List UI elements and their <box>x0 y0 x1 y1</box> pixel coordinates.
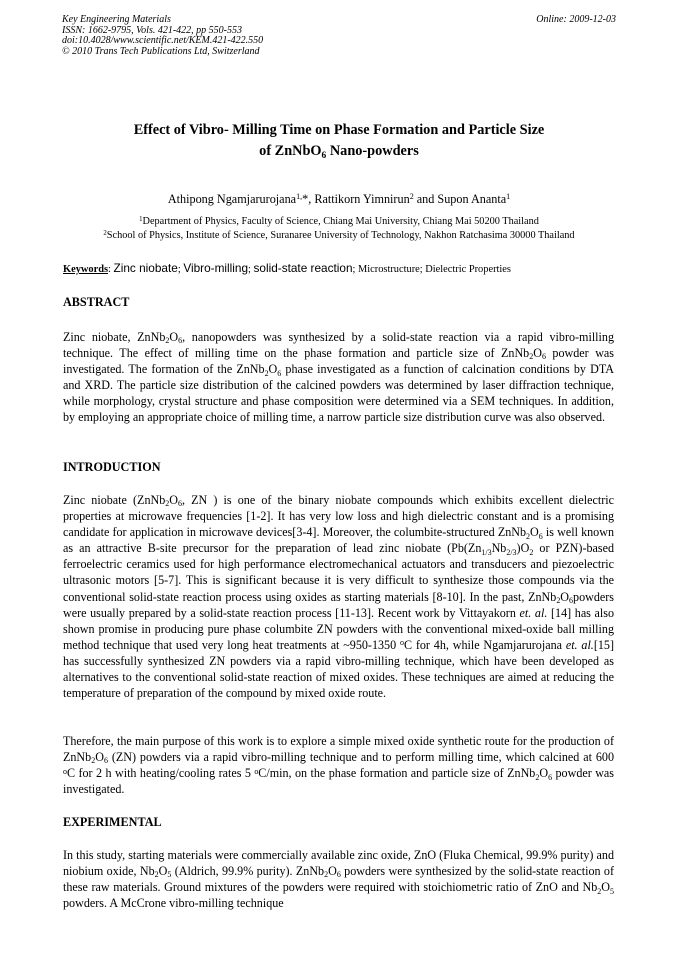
affiliations <box>40 215 638 243</box>
title-line-1: Effect of Vibro- Milling Time on Phase Formation and Particle Size <box>133 122 545 138</box>
abstract-text: Zinc niobate, $ZnNb_2O_6$, nanopowders was synthesized by a solid-state reaction via a rapid vibro-milling technique. The effect of milling time on the phase formation and particle size of $ZnNb_2O_6$ powder was investigated. The formation of the $ZnNb_2O_6$ phase investigated as a function of calcination conditions by DTA and XRD. The particle size distribution of the calcined powders was determined by laser diffraction technique, while morphology, crystal structure and phase composition were determined via a SEM techniques. In addition, by employing an appropriate choice of milling time, a narrow particle size distribution curve was also observed. <box>63 330 614 425</box>
keyword-microstructure: Microstructure <box>358 264 420 275</box>
introduction-paragraph-2: Therefore, the main purpose of this work is to explore a simple mixed oxide synthetic route for the production of $ZnNb_2O_6$ (ZN) powders via a rapid vibro-milling technique and to perform milling time, which calcined at 600 $^o$C for 2 h with heating/cooling rates 5 $^o$C/min, on the phase formation and particle size of $ZnNb_2O_6$ powder was investigated. <box>63 734 615 797</box>
author-1: Athipong Ngamjarurojana <box>167 192 297 206</box>
introduction-paragraph-1: Zinc niobate ($ZnNb_2O_6$, ZN ) is one of the binary niobate compounds which exhibits excellent dielectric properties at microwave frequencies [1-2]. It has very low loss and high dielectric constant and is a promising candidate for application in microwave devices[3-4]. Moreover, the columbite-structured $ZnNb_2O_6$ is well known as an attractive B-site precursor for the preparation of lead zinc niobate ($Pb(Zn_{1/3}Nb_{2/3})O_2$ or PZN)-based ferroelectric ceramics used for high performance electromechanical actuators and transducers and piezoelectric ultrasonic motors [5-7]. This is significant because it is very difficult to synthesize those compounds via the conventional solid-state reaction process using oxides as starting materials [8-10]. In the past, $ZnNb_2O_6powders$ were usually prepared by a solid-state reaction process [11-13]. Recent work by Vittayakorn et. al. [14] has also shown promise in producing pure phase columbite ZN powders with the conventional mixed-oxide ball milling method technique that used very long heat treatments at ~950-1350 $^o$C for 4h, while Ngamjarurojana et. al.[15] has successfully synthesized ZN powders via a rapid vibro-milling technique, which have been developed as alternatives to the conventional solid-state reaction of mixed oxides. These techniques are aimed at reducing the temperature of preparation of the compound by mixed oxide route. <box>63 493 615 701</box>
keywords-label: Keywords <box>63 264 109 275</box>
experimental-heading: EXPERIMENTAL <box>63 815 162 829</box>
journal-copyright: © 2010 Trans Tech Publications Ltd, Switzerland <box>62 45 260 57</box>
keyword-dielectric: Dielectric Properties <box>425 264 511 275</box>
author-2: Rattikorn Yimnirun <box>314 192 410 206</box>
keyword-solid-state: solid-state reaction <box>253 261 353 275</box>
keywords: Keywords: Zinc niobate; Vibro-milling; solid-state reaction; Microstructure; Dielectric Properties <box>63 261 511 275</box>
experimental-paragraph: In this study, starting materials were commercially available zinc oxide, ZnO (Fluka Chemical, 99.9% purity) and niobium oxide, $Nb_2O_5$ (Aldrich, 99.9% purity). $ZnNb_2O_6$ powders were synthesized by the solid-state reaction of these raw materials. Ground mixtures of the powders were required with stoichiometric ratio of ZnO and $Nb_2O_5$ powders. A McCrone vibro-milling technique <box>63 848 614 911</box>
author-list: Athipong Ngamjarurojana$^{1,}$*, Rattikorn Yimnirun$^2$ and Supon Ananta$^1$ <box>167 192 511 206</box>
affiliation-2: $^2$School of Physics, Institute of Science, Suranaree University of Technology, Nakhon Ratchasima 30000 Thailand <box>103 229 575 241</box>
journal-issn: ISSN: 1662-9795, Vols. 421-422, pp 550-553 <box>62 24 242 36</box>
abstract-heading: ABSTRACT <box>63 295 130 309</box>
online-date: Online: 2009-12-03 <box>536 14 616 25</box>
journal-name: Key Engineering Materials <box>62 14 171 25</box>
keyword-vibro-milling: Vibro-milling <box>183 261 248 275</box>
introduction-heading: INTRODUCTION <box>63 460 161 474</box>
keyword-zinc-niobate: Zinc niobate <box>113 261 178 275</box>
affiliation-1: $^1$Department of Physics, Faculty of Science, Chiang Mai University, Chiang Mai 50200 Thailand <box>139 215 539 227</box>
author-3: Supon Ananta <box>437 192 507 206</box>
paper-title <box>62 120 616 162</box>
journal-header <box>62 15 616 57</box>
journal-doi: doi:10.4028/www.scientific.net/KEM.421-422.550 <box>62 35 264 47</box>
title-line-2: of ZnNbO$_6$ Nano-powders <box>259 143 419 161</box>
